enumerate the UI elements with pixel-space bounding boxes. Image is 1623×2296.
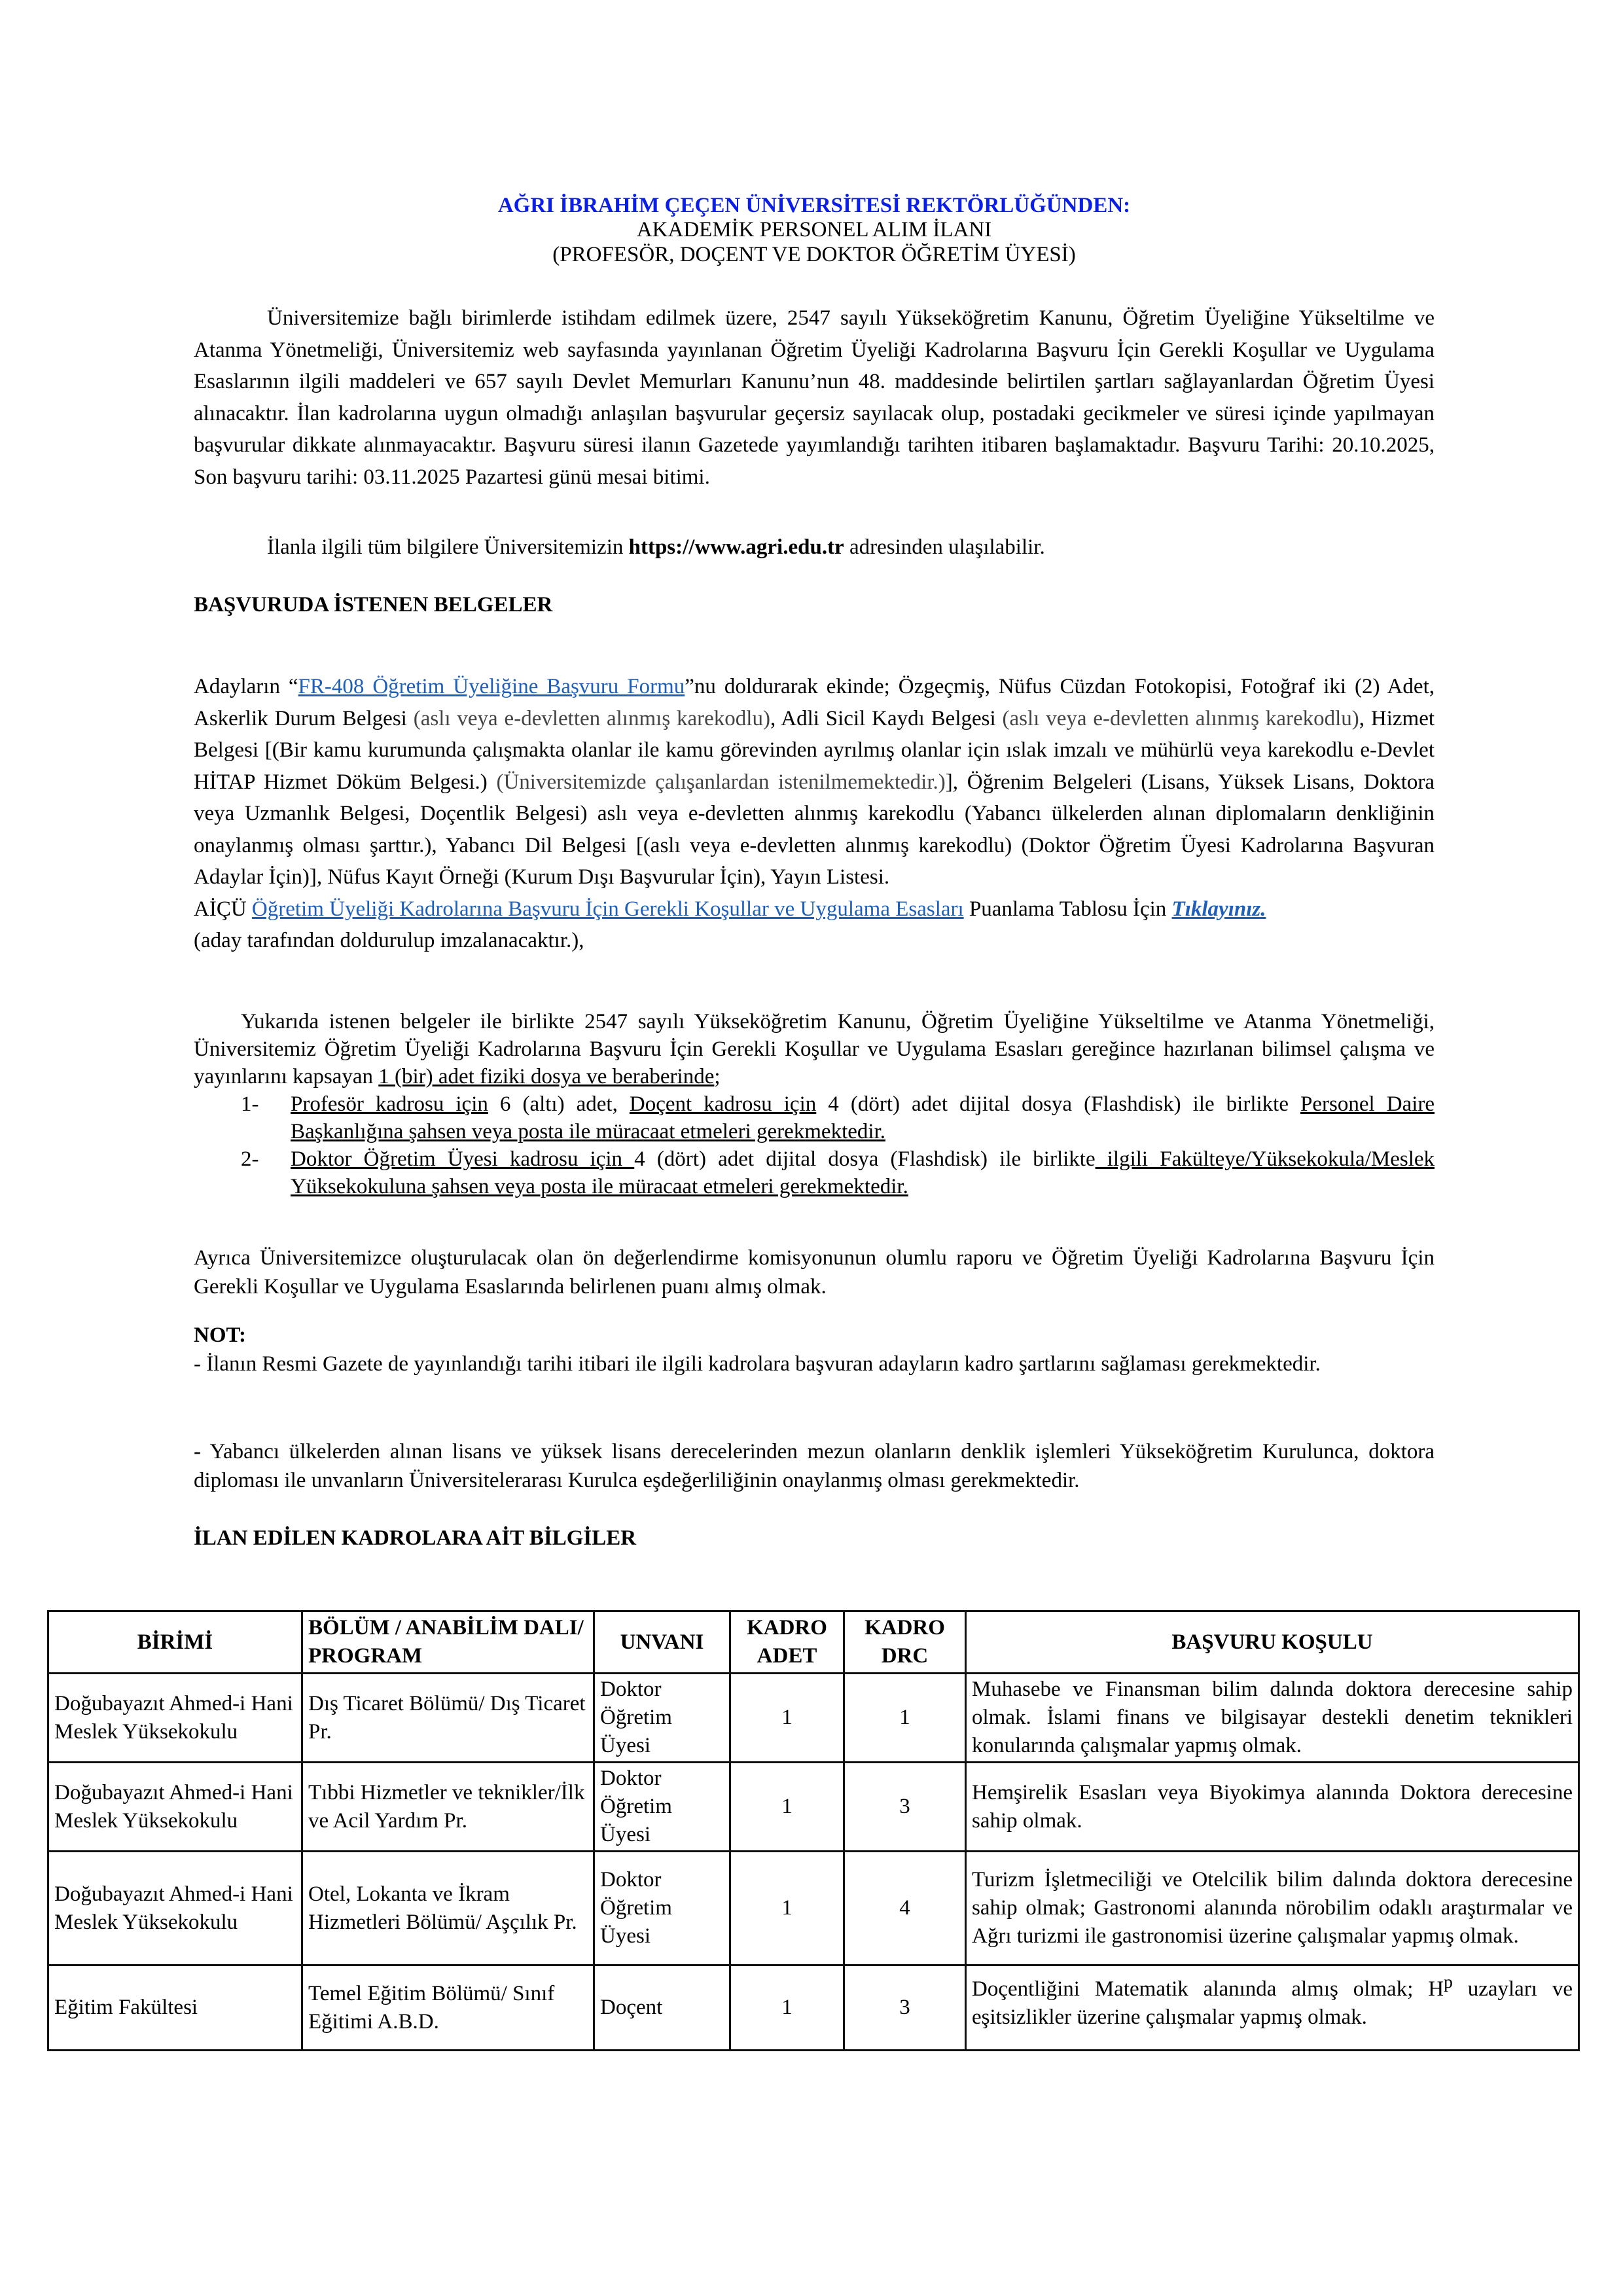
positions-heading: İLAN EDİLEN KADROLARA AİT BİLGİLER xyxy=(194,1526,637,1550)
text: (aslı veya e-devletten alınmış karekodlu) xyxy=(413,706,770,730)
cell-bolum: Tıbbi Hizmetler ve teknikler/İlk ve Acil Yardım Pr. xyxy=(302,1763,594,1852)
cell-birim: Doğubayazıt Ahmed-i Hani Meslek Yüksekokulu xyxy=(48,1852,302,1965)
col-kosul: BAŞVURU KOŞULU xyxy=(966,1611,1579,1674)
cell-unvan: Doktor Öğretim Üyesi xyxy=(594,1674,730,1763)
cell-adet: 1 xyxy=(730,1965,844,2051)
institution-title: AĞRI İBRAHİM ÇEÇEN ÜNİVERSİTESİ REKTÖRLÜĞÜNDEN: xyxy=(497,194,1131,217)
cell-unvan: Doktor Öğretim Üyesi xyxy=(594,1763,730,1852)
cell-birim: Doğubayazıt Ahmed-i Hani Meslek Yüksekokulu xyxy=(48,1674,302,1763)
cell-unvan: Doktor Öğretim Üyesi xyxy=(594,1852,730,1965)
note-item-1: - İlanın Resmi Gazete de yayınlandığı tarihi itibari ile ilgili kadrolara başvuran adayların kadro şartlarını sağlaması gerekmektedir. xyxy=(194,1352,1321,1376)
cell-unvan: Doçent xyxy=(594,1965,730,2051)
text: uzayları ve eşitsizlikler üzerine çalışmalar yapmış olmak. xyxy=(972,1977,1573,2029)
announcement-title: AKADEMİK PERSONEL ALIM İLANI xyxy=(636,218,992,242)
text: , Adli Sicil Kaydı Belgesi xyxy=(770,706,1003,730)
submission-section xyxy=(194,1008,1435,1200)
text: AİÇÜ xyxy=(194,897,252,921)
table-row xyxy=(48,1674,1579,1763)
table-row xyxy=(48,1965,1579,2051)
website-url[interactable]: https://www.agri.edu.tr xyxy=(628,535,844,559)
table-header-row xyxy=(48,1611,1579,1674)
list-item-text xyxy=(291,1090,1435,1145)
cell-kosul: Hemşirelik Esasları veya Biyokimya alanında Doktora derecesine sahip olmak. xyxy=(966,1763,1579,1852)
text: ; xyxy=(714,1065,721,1088)
positions-table xyxy=(47,1610,1580,2051)
list-item xyxy=(194,1145,1435,1200)
note-item-2: - Yabancı ülkelerden alınan lisans ve yüksek lisans derecelerinden mezun olanların denklik işlemleri Yükseköğretim Kurulunca, doktora diploması ile unvanların Üniversitelerarası Kurulca eşdeğerliliğinin onaylanmış olması gerekmektedir. xyxy=(194,1440,1435,1492)
physical-file-text: 1 (bir) adet fiziki dosya ve beraberinde xyxy=(378,1065,715,1088)
info-suffix: adresinden ulaşılabilir. xyxy=(844,535,1045,559)
cell-drc: 1 xyxy=(844,1674,966,1763)
col-birim: BİRİMİ xyxy=(48,1611,302,1674)
cell-adet: 1 xyxy=(730,1763,844,1852)
click-here-link[interactable]: Tıklayınız. xyxy=(1171,897,1266,921)
esaslar-link[interactable]: Öğretim Üyeliği Kadrolarına Başvuru İçin Gerekli Koşullar ve Uygulama Esasları xyxy=(251,897,964,921)
text: Doçent kadrosu için xyxy=(629,1092,817,1116)
table-row xyxy=(48,1763,1579,1852)
fr408-form-link[interactable]: FR-408 Öğretim Üyeliğine Başvuru Formu xyxy=(298,675,685,698)
cell-bolum: Temel Eğitim Bölümü/ Sınıf Eğitimi A.B.D. xyxy=(302,1965,594,2051)
superscript: p xyxy=(1444,1971,1453,1992)
cell-bolum: Dış Ticaret Bölümü/ Dış Ticaret Pr. xyxy=(302,1674,594,1763)
col-adet: KADRO ADET xyxy=(730,1611,844,1674)
text: Yukarıda istenen belgeler ile birlikte 2547 sayılı Yükseköğretim Kanunu, Öğretim Üyeliğine Yükseltilme ve Atanma Yönetmeliği, Üniversitemiz Öğretim Üyeliği Kadrolarına Başvuru İçin Gerekli Koşullar ve Uygulama Esasları gereğince hazırlanan bilimsel çalışma ve yayınlarını kapsayan xyxy=(194,1010,1435,1088)
list-item-text xyxy=(291,1145,1435,1200)
cell-adet: 1 xyxy=(730,1852,844,1965)
cell-drc: 3 xyxy=(844,1965,966,2051)
additional-requirement: Ayrıca Üniversitemizce oluşturulacak olan ön değerlendirme komisyonunun olumlu raporu ve Öğretim Üyeliği Kadrolarına Başvuru İçin Gerekli Koşullar ve Uygulama Esaslarında belirlenen puanı almış olmak. xyxy=(194,1246,1435,1299)
list-number: 1- xyxy=(241,1092,259,1116)
positions-subtitle: (PROFESÖR, DOÇENT VE DOKTOR ÖĞRETİM ÜYESİ) xyxy=(552,243,1076,266)
list-item xyxy=(194,1090,1435,1145)
text: Puanlama Tablosu İçin xyxy=(963,897,1172,921)
info-prefix: İlanla ilgili tüm bilgilere Üniversitemizin xyxy=(267,535,629,559)
cell-bolum: Otel, Lokanta ve İkram Hizmetleri Bölümü/ Aşçılık Pr. xyxy=(302,1852,594,1965)
table-row xyxy=(48,1852,1579,1965)
intro-paragraph: Üniversitemize bağlı birimlerde istihdam edilmek üzere, 2547 sayılı Yükseköğretim Kanunu, Öğretim Üyeliğine Yükseltilme ve Atanma Yönetmeliği, Üniversitemiz web sayfasında yayınlanan Öğretim Üyeliği Kadrolarına Başvuru İçin Gerekli Koşullar ve Uygulama Esaslarının ilgili maddeleri ve 657 sayılı Devlet Memurları Kanunu’nun 48. maddesinde belirtilen şartları sağlayanlardan Öğretim Üyesi alınacaktır. İlan kadrolarına uygun olmadığı anlaşılan başvurular geçersiz sayılacak olup, postadaki gecikmeler ve süresi içinde yapılmayan başvurular dikkate alınmayacaktır. Başvuru süresi ilanın Gazetede yayımlandığı tarihten itibaren başlamaktadır. Başvuru Tarihi: 20.10.2025, Son başvuru tarihi: 03.11.2025 Pazartesi günü mesai bitimi. xyxy=(194,306,1435,489)
documents-heading: BAŞVURUDA İSTENEN BELGELER xyxy=(194,593,553,617)
cell-adet: 1 xyxy=(730,1674,844,1763)
cell-birim: Eğitim Fakültesi xyxy=(48,1965,302,2051)
col-unvan: UNVANI xyxy=(594,1611,730,1674)
cell-drc: 3 xyxy=(844,1763,966,1852)
text: ilgili Fakülteye/Yüksekokula/Meslek Yüksekokuluna şahsen veya posta ile müracaat etmeleri gerekmektedir. xyxy=(291,1147,1435,1198)
text: 4 (dört) adet dijital dosya (Flashdisk) ile birlikte xyxy=(816,1092,1301,1116)
cell-birim: Doğubayazıt Ahmed-i Hani Meslek Yüksekokulu xyxy=(48,1763,302,1852)
text: Personel Daire Başkanlığına şahsen veya posta ile müracaat etmeleri gerekmektedir. xyxy=(291,1092,1435,1143)
text: (Üniversitemizde çalışanlardan istenilmemektedir.) xyxy=(496,770,946,794)
text: Adayların “ xyxy=(194,675,298,698)
text: (aday tarafından doldurulup imzalanacaktır.), xyxy=(194,929,584,952)
text: ], Öğrenim Belgeleri (Lisans, Yüksek Lisans, Doktora veya Uzmanlık Belgesi, Doçentlik Belgesi) aslı veya e-devletten alınmış karekodlu (Yabancı ülkelerden alınan diplomaların denkliğinin onaylanmış olması şarttır.), Yabancı Dil Belgesi [(aslı veya e-devletten alınmış karekodlu) (Doktor Öğretim Üyesi Kadrolarına Başvuran Adaylar İçin)], Nüfus Kayıt Örneği (Kurum Dışı Başvurular İçin), Yayın Listesi. xyxy=(194,770,1435,889)
cell-kosul xyxy=(966,1965,1579,2051)
list-number: 2- xyxy=(241,1147,259,1171)
documents-paragraph xyxy=(194,671,1435,957)
text: Profesör kadrosu için xyxy=(291,1092,488,1116)
col-drc: KADRO DRC xyxy=(844,1611,966,1674)
notes-heading: NOT: xyxy=(194,1323,247,1347)
text: 6 (altı) adet, xyxy=(488,1092,630,1116)
cell-kosul: Muhasebe ve Finansman bilim dalında doktora derecesine sahip olmak. İslami finans ve bilgisayar destekli denetim teknikleri konularında çalışmalar yapmış olmak. xyxy=(966,1674,1579,1763)
text: ”nu doldurarak ekinde; Özgeçmiş, Nüfus Cüzdan Fotokopisi, Fotoğraf iki (2) Adet, Askerlik Durum Belgesi xyxy=(194,675,1435,730)
title-block xyxy=(194,194,1435,267)
info-line xyxy=(194,531,1435,564)
cell-kosul: Turizm İşletmeciliği ve Otelcilik bilim dalında doktora derecesine sahip olmak; Gastronomi alanında nörobilim odaklı araştırmalar ve Ağrı turizmi ile gastronomisi üzerine çalışmalar yapmış olmak. xyxy=(966,1852,1579,1965)
text: Doktor Öğretim Üyesi kadrosu için xyxy=(291,1147,635,1171)
submission-paragraph xyxy=(194,1008,1435,1090)
text: (aslı veya e-devletten alınmış karekodlu) xyxy=(1002,706,1359,730)
text: 4 (dört) adet dijital dosya (Flashdisk) ile birlikte xyxy=(634,1147,1096,1171)
text: , Hizmet Belgesi [(Bir kamu kurumunda çalışmakta olanlar ile kamu görevinden ayrılmış olanlar için ıslak imzalı ve mühürlü veya karekodlu e-Devlet HİTAP Hizmet Döküm Belgesi.) xyxy=(194,706,1435,794)
cell-drc: 4 xyxy=(844,1852,966,1965)
submission-list xyxy=(194,1090,1435,1200)
text: Doçentliğini Matematik alanında almış olmak; H xyxy=(972,1977,1444,2001)
col-bolum: BÖLÜM / ANABİLİM DALI/ PROGRAM xyxy=(302,1611,594,1674)
